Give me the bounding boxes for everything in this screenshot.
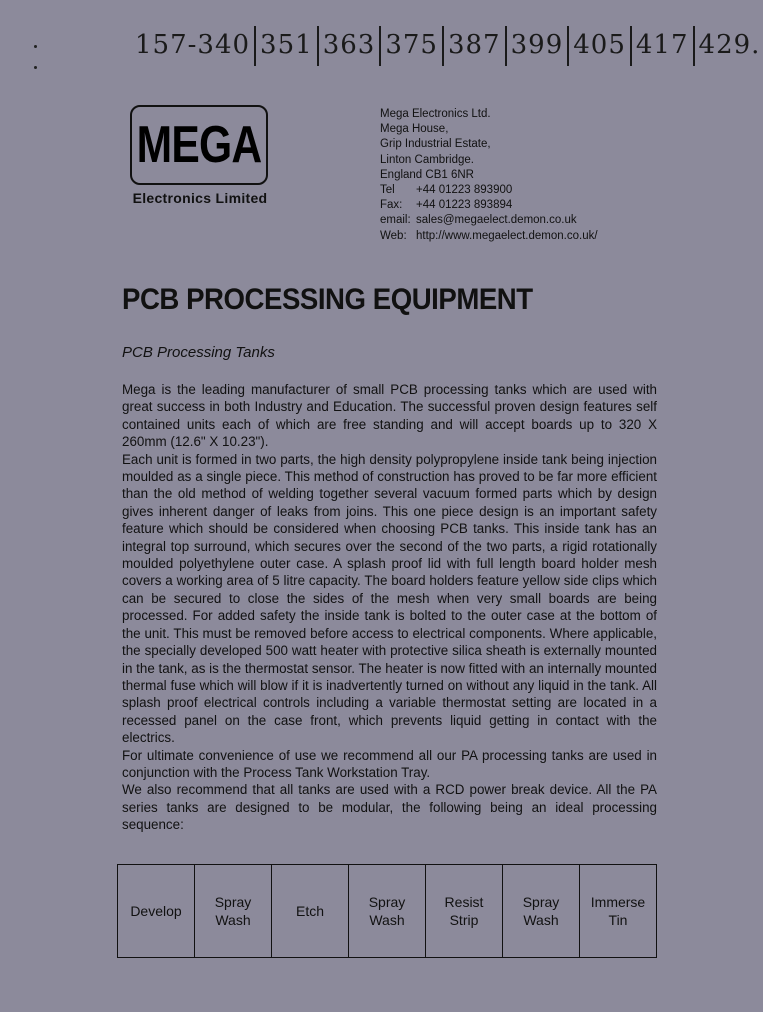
paragraph: Mega is the leading manufacturer of small PCB processing tanks which are used with great success in both Industry and Education. The successful proven design features self contained units each of which are free standing and will accept boards up to 320 X 260mm (12.6" X 10.23"). [122, 382, 657, 450]
mega-logo [130, 105, 268, 185]
page-ref: 405 [573, 30, 626, 60]
paragraph: We also recommend that all tanks are used with a RCD power break device. All the PA series tanks are designed to be modular, the following being an ideal processing sequence: [122, 782, 657, 833]
separator [379, 26, 381, 66]
section-subtitle: PCB Processing Tanks [122, 344, 275, 361]
web-label: Web: [380, 229, 407, 242]
page-ref: 399 [510, 30, 564, 60]
body-text [122, 381, 657, 834]
page-ref: 375 [385, 30, 438, 60]
processing-sequence-table [117, 864, 657, 958]
page-ref: 351 [260, 30, 313, 60]
company-name: Mega Electronics Ltd. [380, 108, 491, 120]
separator [254, 26, 256, 66]
tel-row [380, 183, 598, 198]
address-country: England CB1 6NR [380, 168, 474, 181]
address-building: Mega House, [380, 123, 449, 136]
separator [442, 26, 444, 66]
email-label: email: [380, 214, 411, 227]
fax-label: Fax: [380, 199, 403, 212]
separator [630, 26, 632, 66]
sequence-step: Spray Wash [195, 865, 272, 958]
sequence-step: Etch [272, 865, 349, 958]
page-ref: 417 [635, 30, 689, 60]
page-title: PCB PROCESSING EQUIPMENT [122, 283, 533, 316]
sequence-step: Spray Wash [349, 865, 426, 958]
sequence-step: Resist Strip [426, 865, 503, 958]
paragraph: For ultimate convenience of use we recommend all our PA processing tanks are used in conjunction with the Process Tank Workstation Tray. [122, 747, 657, 780]
separator [317, 26, 319, 66]
fax-value: +44 01223 893894 [416, 199, 513, 212]
web-value: http://www.megaelect.demon.co.uk/ [416, 229, 598, 242]
tel-label: Tel [380, 184, 395, 197]
table-row [118, 865, 657, 958]
separator [505, 26, 507, 66]
sequence-step: Develop [118, 865, 195, 958]
page-ref: 363 [322, 30, 376, 60]
handwritten-page-references [132, 26, 763, 66]
logo-wordmark: MEGA [136, 116, 262, 174]
email-value: sales@megaelect.demon.co.uk [416, 214, 577, 227]
fax-row [380, 198, 598, 213]
paragraph: Each unit is formed in two parts, the high density polypropylene inside tank being injection moulded as a single piece. This method of construction has proved to be far more efficient than the old method of welding together several vacuum formed parts which by design gives inherent danger of leaks from joins. This one piece design is an important safety feature which should be considered when choosing PCB tanks. This inside tank has an integral top surround, which secures over the second of the two parts, a rigid rotationally moulded polyethylene outer case. A splash proof lid with full length board holder mesh covers a working area of 5 litre capacity. The board holders feature yellow side clips which can be secured to close the sides of the mesh when very small boards are being processed. For added safety the inside tank is bolted to the outer case at the bottom of the unit. This must be removed before access to electrical components. Where applicable, the specially developed 500 watt heater with protective silica sheath is externally mounted in the tank, as is the thermostat sensor. The heater is now fitted with an internally mounted thermal fuse which will blow if it is inadvertently turned on without any liquid in the tank. All splash proof electrical controls including a variable thermostat setting are located in a recessed panel on the case front, which prevents liquid getting in contact with the electrics. [122, 451, 657, 746]
sequence-step: Immerse Tin [580, 865, 657, 958]
page-ref: 387 [447, 30, 501, 60]
web-row [380, 229, 598, 244]
company-address [380, 107, 598, 244]
separator [693, 26, 695, 66]
address-town: Linton Cambridge. [380, 153, 474, 166]
email-row [380, 213, 598, 228]
separator [567, 26, 569, 66]
page-ref: 157-340 [135, 30, 251, 60]
sequence-step: Spray Wash [503, 865, 580, 958]
address-street: Grip Industrial Estate, [380, 138, 491, 151]
logo-subtitle: Electronics Limited [132, 190, 268, 206]
scan-speck [34, 66, 37, 69]
tel-value: +44 01223 893900 [416, 184, 513, 197]
scan-speck [34, 45, 37, 48]
page-ref: 429. [698, 30, 761, 60]
